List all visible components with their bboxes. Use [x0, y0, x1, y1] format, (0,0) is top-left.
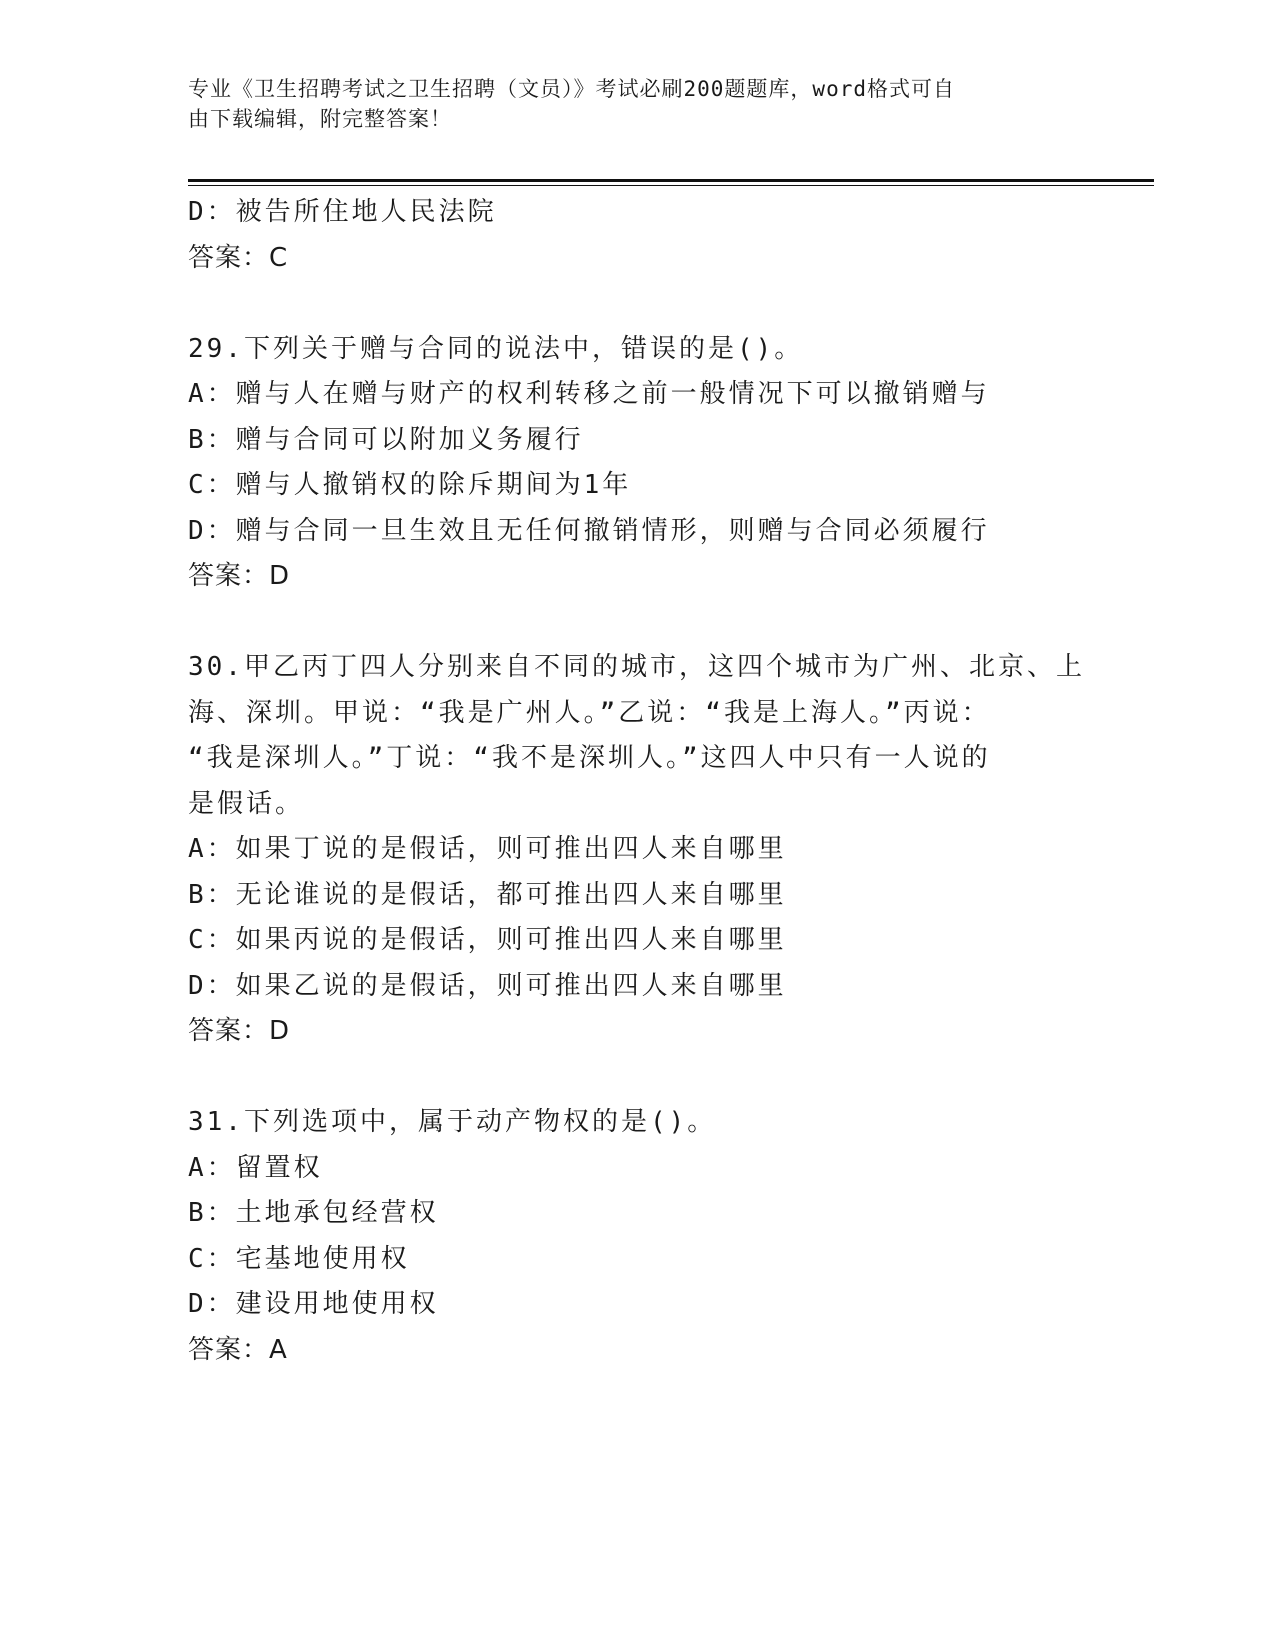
option-a: A：留置权: [188, 1152, 323, 1183]
header-divider-thick: [188, 179, 1154, 182]
spacer: [188, 1055, 1088, 1101]
question-31: [188, 1100, 1088, 1373]
answer-line: 答案：C: [188, 242, 289, 273]
header-divider-thin: [188, 185, 1154, 186]
question-stem-line-3: “我是深圳人。”丁说：“我不是深圳人。”这四人中只有一人说的: [188, 743, 991, 773]
option-b: B：无论谁说的是假话，都可推出四人来自哪里: [188, 879, 787, 910]
question-stem-line-2: 海、深圳。甲说：“我是广州人。”乙说：“我是上海人。”丙说：: [188, 697, 991, 728]
option-b: B：土地承包经营权: [188, 1198, 439, 1228]
spacer: [188, 281, 1088, 327]
header-line-1: 专业《卫生招聘考试之卫生招聘（文员）》考试必刷200题题库，word格式可自: [188, 77, 955, 101]
answer-line: 答案：A: [188, 1334, 288, 1365]
option-a: A：如果丁说的是假话，则可推出四人来自哪里: [188, 834, 787, 864]
question-stem: 31.下列选项中，属于动产物权的是()。: [188, 1107, 717, 1137]
option-a: A：赠与人在赠与财产的权利转移之前一般情况下可以撤销赠与: [188, 379, 990, 409]
header-line-2: 由下载编辑，附完整答案！: [188, 107, 452, 131]
question-stem-line-4: 是假话。: [188, 788, 305, 819]
document-header: [188, 74, 1088, 134]
question-30: [188, 645, 1088, 1055]
option-d: D：如果乙说的是假话，则可推出四人来自哪里: [188, 970, 787, 1001]
question-29: [188, 327, 1088, 600]
option-d: D：赠与合同一旦生效且无任何撤销情形，则赠与合同必须履行: [188, 515, 990, 546]
question-stem: 29.下列关于赠与合同的说法中，错误的是()。: [188, 333, 804, 364]
question-content: [188, 190, 1088, 1373]
spacer: [188, 600, 1088, 646]
option-c: C：如果丙说的是假话，则可推出四人来自哪里: [188, 925, 787, 955]
answer-line: 答案：D: [188, 1016, 291, 1046]
question-stem-line-1: 30.甲乙丙丁四人分别来自不同的城市，这四个城市为广州、北京、上: [188, 652, 1085, 682]
option-c: C：赠与人撤销权的除斥期间为1年: [188, 470, 632, 500]
option-b: B：赠与合同可以附加义务履行: [188, 424, 584, 455]
option-d: D：建设用地使用权: [188, 1289, 439, 1319]
answer-line: 答案：D: [188, 561, 291, 591]
option-d: D：被告所住地人民法院: [188, 197, 497, 227]
option-c: C：宅基地使用权: [188, 1243, 410, 1274]
